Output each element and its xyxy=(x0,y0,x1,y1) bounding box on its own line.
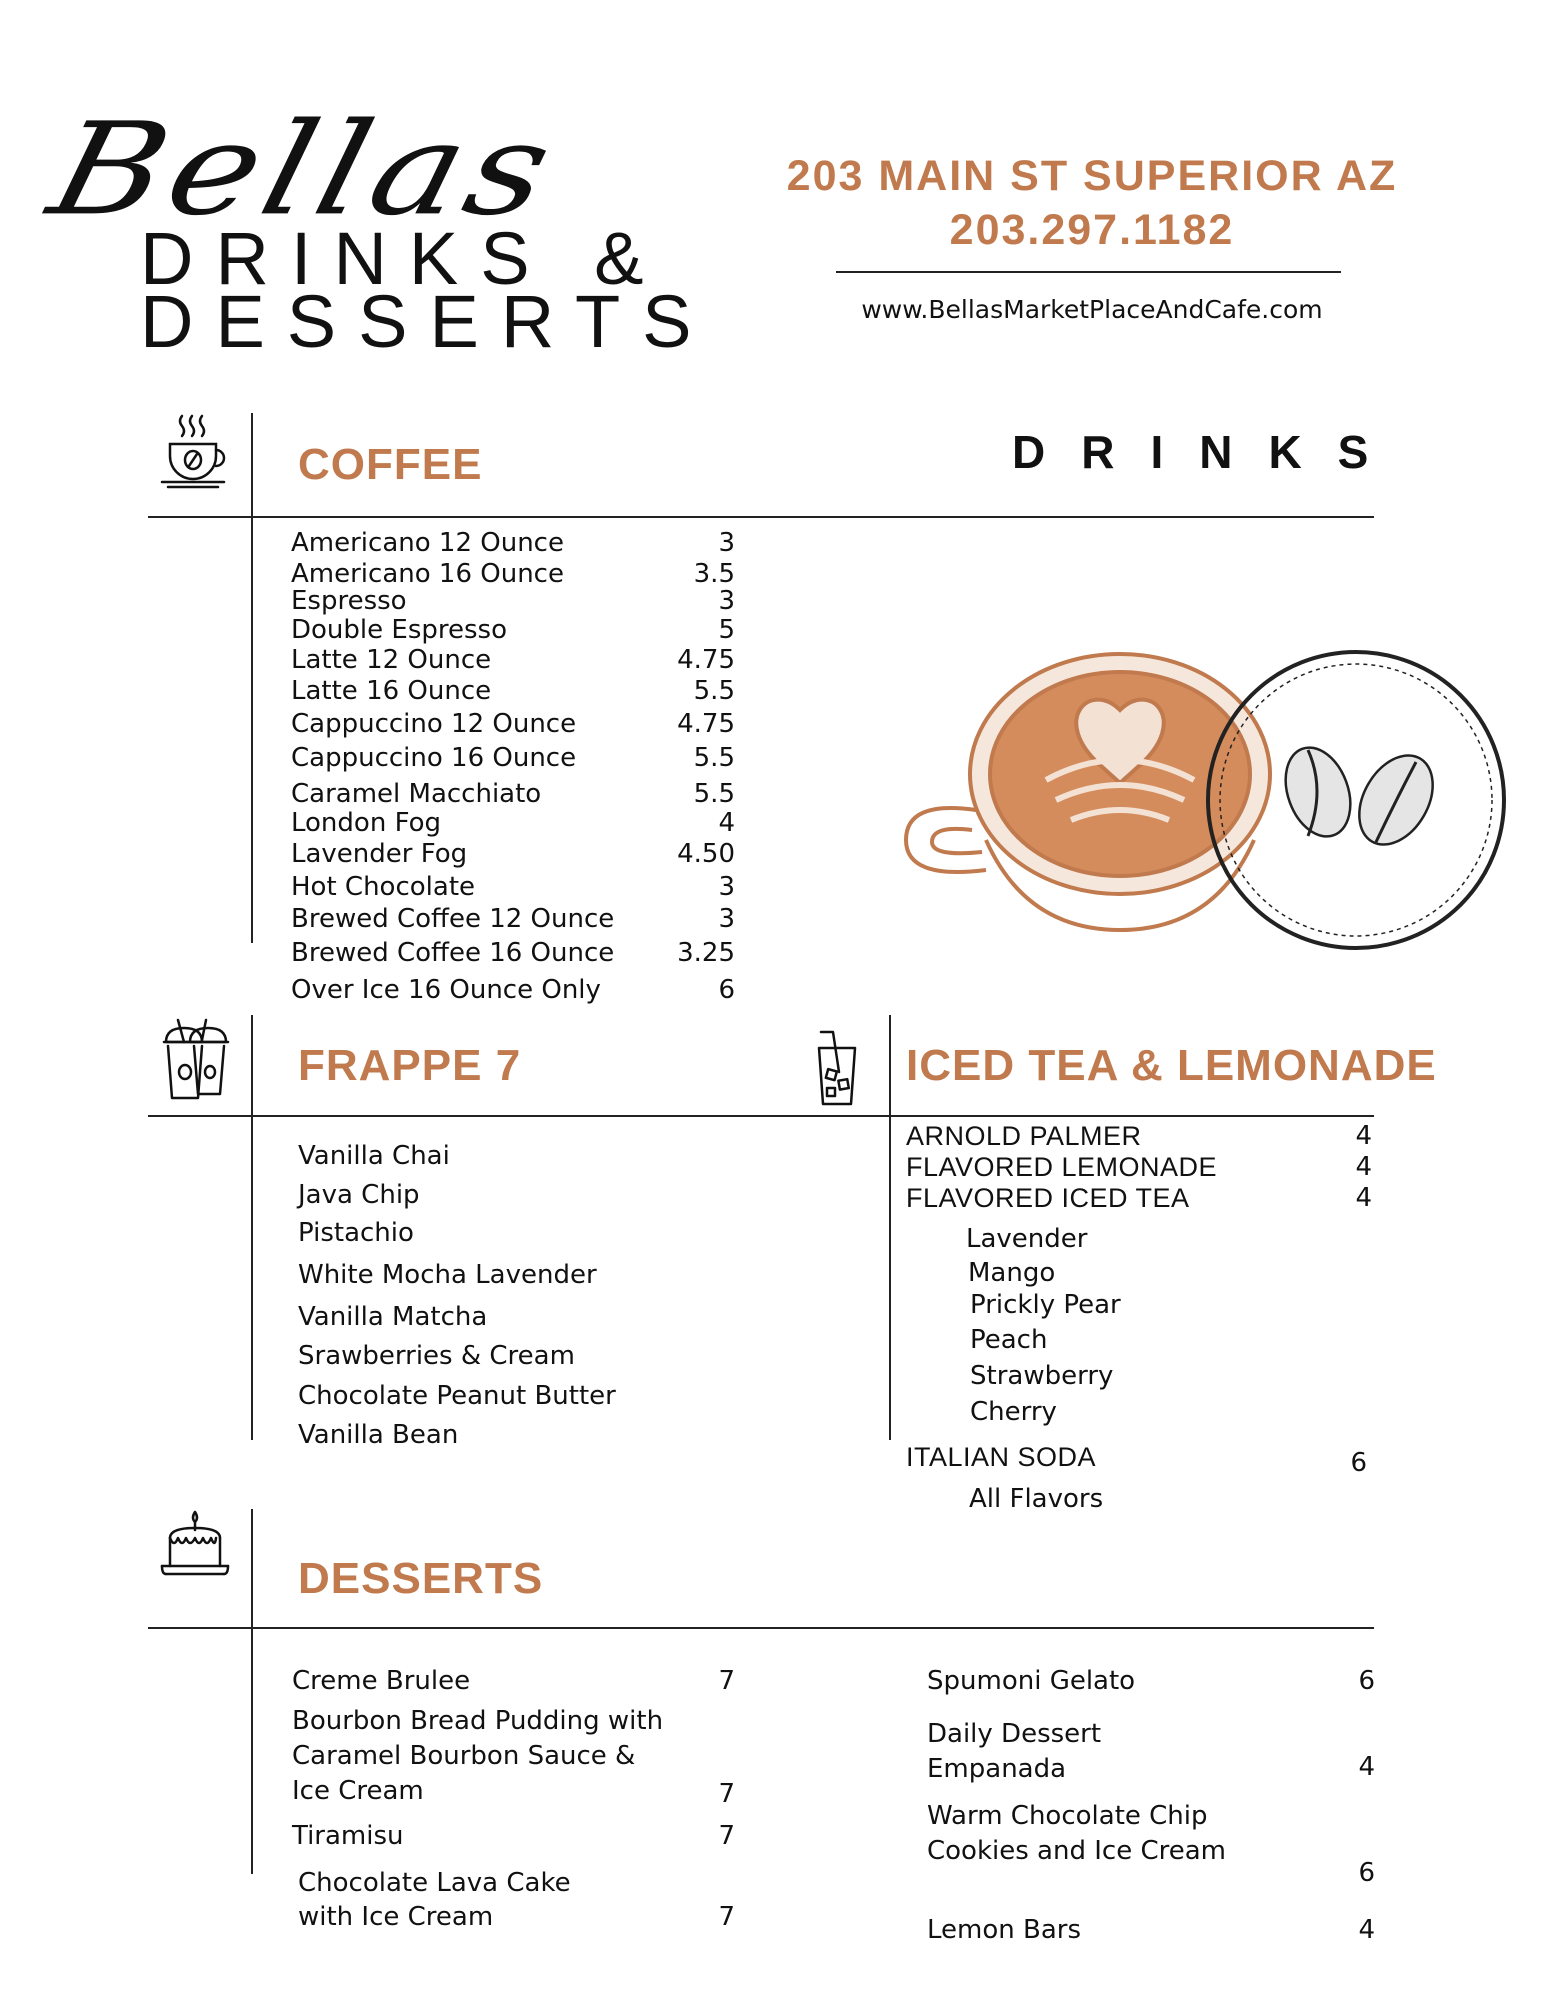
dessert-item-price: 4 xyxy=(1358,1915,1375,1945)
iced-title: ICED TEA & LEMONADE xyxy=(906,1041,1437,1090)
iced-vertical-divider xyxy=(889,1015,891,1440)
italian-soda-price: 6 xyxy=(1350,1448,1367,1478)
phone: 203.297.1182 xyxy=(949,206,1235,254)
brand-line-2: DESSERTS xyxy=(140,280,714,363)
coffee-item-name: Latte 16 Ounce xyxy=(291,676,492,706)
iced-flavor: Prickly Pear xyxy=(970,1290,1121,1320)
frappe-title: FRAPPE 7 xyxy=(298,1041,522,1090)
address: 203 MAIN ST SUPERIOR AZ xyxy=(786,152,1398,200)
coffee-item-price: 6 xyxy=(718,975,735,1005)
dessert-item-price: 7 xyxy=(718,1666,735,1696)
dessert-item-line: Warm Chocolate Chip xyxy=(927,1801,1208,1831)
coffee-item-name: Espresso xyxy=(291,586,407,616)
frappe-vertical-divider xyxy=(251,1015,253,1440)
dessert-item-line: with Ice Cream xyxy=(298,1902,494,1932)
dessert-item-line: Chocolate Lava Cake xyxy=(298,1868,571,1898)
coffee-item-price: 5.5 xyxy=(693,779,735,809)
dessert-item-line: Spumoni Gelato xyxy=(927,1666,1136,1696)
desserts-vertical-divider xyxy=(251,1509,253,1874)
coffee-cup-icon xyxy=(158,412,232,492)
coffee-item-name: Cappuccino 12 Ounce xyxy=(291,709,577,739)
desserts-title: DESSERTS xyxy=(298,1554,544,1603)
frappe-item: Vanilla Bean xyxy=(298,1420,459,1450)
coffee-item-price: 3.5 xyxy=(693,559,735,589)
website-link[interactable]: www.BellasMarketPlaceAndCafe.com xyxy=(861,295,1323,324)
dessert-item-price: 6 xyxy=(1358,1666,1375,1696)
desserts-divider xyxy=(148,1627,1374,1629)
frappe-item: Vanilla Matcha xyxy=(298,1302,488,1332)
coffee-item-price: 3.25 xyxy=(677,938,735,968)
frappe-cups-icon xyxy=(160,1018,230,1102)
dessert-item-price: 7 xyxy=(718,1821,735,1851)
frappe-item: White Mocha Lavender xyxy=(298,1260,597,1290)
coffee-item-name: Brewed Coffee 12 Ounce xyxy=(291,904,615,934)
coffee-item-name: Lavender Fog xyxy=(291,839,468,869)
dessert-item-line: Caramel Bourbon Sauce & xyxy=(292,1741,636,1771)
coffee-item-price: 3 xyxy=(718,586,735,616)
coffee-item-price: 3 xyxy=(718,904,735,934)
frappe-item: Chocolate Peanut Butter xyxy=(298,1381,616,1411)
iced-flavor: Lavender xyxy=(966,1224,1088,1254)
coffee-item-name: Latte 12 Ounce xyxy=(291,645,492,675)
frappe-item: Pistachio xyxy=(298,1218,414,1248)
coffee-item-name: Double Espresso xyxy=(291,615,507,645)
coffee-item-name: Caramel Macchiato xyxy=(291,779,542,809)
dessert-item-line: Cookies and Ice Cream xyxy=(927,1836,1226,1866)
iced-item-price: 4 xyxy=(1355,1152,1372,1182)
coffee-item-name: London Fog xyxy=(291,808,442,838)
dessert-item-line: Lemon Bars xyxy=(927,1915,1082,1945)
script-logo: Bellas xyxy=(36,96,571,244)
dessert-item-line: Tiramisu xyxy=(292,1821,404,1851)
iced-item-name: FLAVORED LEMONADE xyxy=(906,1152,1218,1182)
coffee-item-price: 4.75 xyxy=(677,645,735,675)
coffee-item-name: Americano 12 Ounce xyxy=(291,528,564,558)
dessert-item-line: Daily Dessert xyxy=(927,1719,1102,1749)
dessert-item-price: 4 xyxy=(1358,1752,1375,1782)
dessert-item-price: 6 xyxy=(1358,1858,1375,1888)
iced-flavor: Strawberry xyxy=(970,1361,1114,1391)
coffee-item-name: Brewed Coffee 16 Ounce xyxy=(291,938,615,968)
coffee-item-name: Americano 16 Ounce xyxy=(291,559,564,589)
coffee-vertical-divider xyxy=(251,413,253,943)
iced-item-name: ARNOLD PALMER xyxy=(906,1121,1142,1151)
coffee-item-price: 5 xyxy=(718,615,735,645)
iced-flavor: Peach xyxy=(970,1325,1048,1355)
coffee-item-price: 5.5 xyxy=(693,676,735,706)
iced-flavor: Mango xyxy=(968,1258,1056,1288)
italian-soda-name: ITALIAN SODA xyxy=(906,1442,1097,1472)
dessert-item-price: 7 xyxy=(718,1902,735,1932)
drinks-heading: DRINKS xyxy=(1012,426,1405,478)
frappe-item: Java Chip xyxy=(298,1180,420,1210)
dessert-item-line: Empanada xyxy=(927,1754,1067,1784)
dessert-item-line: Bourbon Bread Pudding with xyxy=(292,1706,664,1736)
iced-item-price: 4 xyxy=(1355,1183,1372,1213)
frappe-item: Srawberries & Cream xyxy=(298,1341,575,1371)
coffee-item-price: 4 xyxy=(718,808,735,838)
cake-icon xyxy=(158,1510,232,1582)
frappe-item: Vanilla Chai xyxy=(298,1141,450,1171)
latte-art-illustration xyxy=(896,650,1508,952)
coffee-item-name: Over Ice 16 Ounce Only xyxy=(291,975,601,1005)
coffee-item-price: 3 xyxy=(718,872,735,902)
dessert-item-price: 7 xyxy=(718,1779,735,1809)
iced-drink-icon xyxy=(815,1028,859,1108)
italian-soda-note: All Flavors xyxy=(969,1484,1104,1514)
dessert-item-line: Ice Cream xyxy=(292,1776,424,1806)
coffee-item-price: 4.50 xyxy=(677,839,735,869)
header-divider xyxy=(836,271,1341,273)
frappe-divider xyxy=(148,1115,1374,1117)
iced-item-name: FLAVORED ICED TEA xyxy=(906,1183,1190,1213)
coffee-item-name: Hot Chocolate xyxy=(291,872,476,902)
coffee-item-price: 4.75 xyxy=(677,709,735,739)
iced-flavor: Cherry xyxy=(970,1397,1057,1427)
coffee-item-name: Cappuccino 16 Ounce xyxy=(291,743,577,773)
coffee-title: COFFEE xyxy=(298,440,483,489)
dessert-item-line: Creme Brulee xyxy=(292,1666,471,1696)
iced-item-price: 4 xyxy=(1355,1121,1372,1151)
coffee-item-price: 3 xyxy=(718,528,735,558)
coffee-item-price: 5.5 xyxy=(693,743,735,773)
coffee-divider xyxy=(148,516,1374,518)
brand-line-1: DRINKS & xyxy=(140,217,666,300)
